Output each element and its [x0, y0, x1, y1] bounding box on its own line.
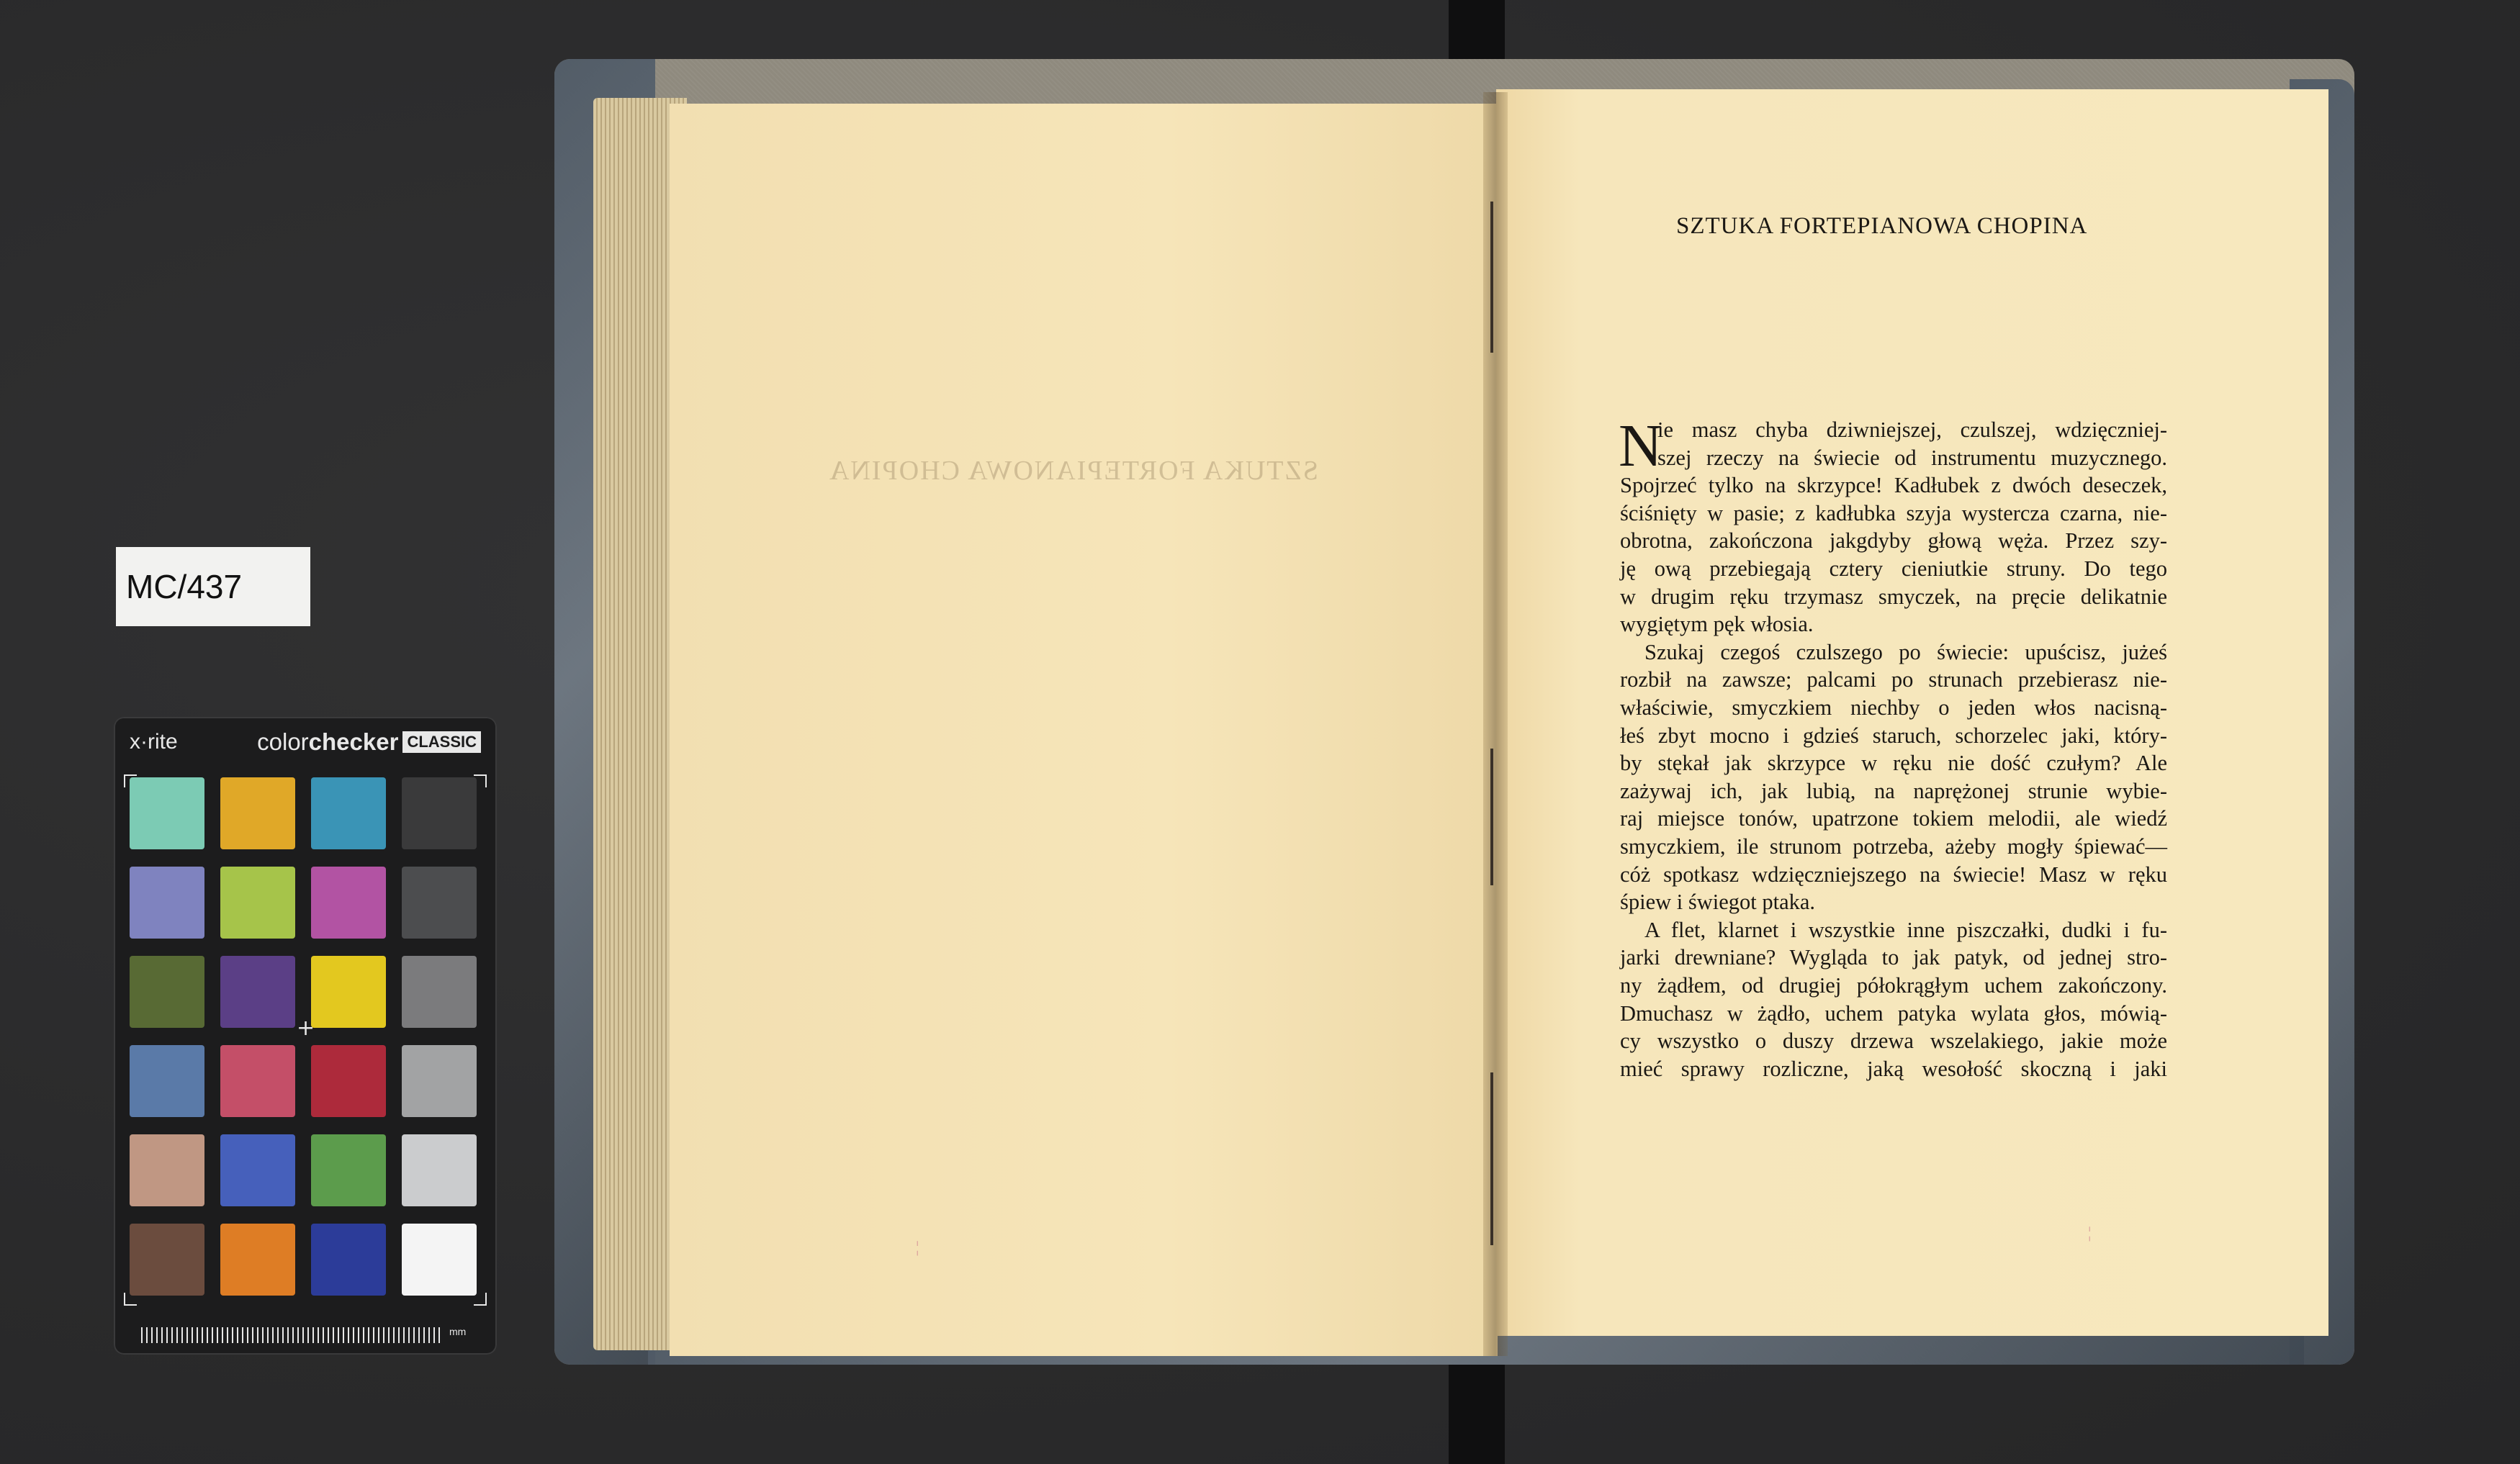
text-line: A flet, klarnet i wszystkie inne piszczałki, dudki i fu-: [1644, 917, 2167, 942]
xrite-logo: x·rite: [130, 730, 178, 754]
color-swatch: [130, 867, 204, 939]
classic-badge: CLASSIC: [402, 731, 481, 753]
text-line: Spojrzeć tylko na skrzypce! Kadłubek z dwóch deseczek,: [1620, 473, 2167, 498]
color-swatch: [220, 1134, 295, 1206]
color-swatch: [220, 777, 295, 849]
binding-stitch: [1490, 1072, 1493, 1245]
archive-label: MC/437: [116, 547, 310, 626]
text-line: zażywaj ich, jak lubią, na naprężonej strunie wybie-: [1620, 778, 2167, 803]
color-swatch: [220, 956, 295, 1028]
text-line: Dmuchasz w żądło, uchem patyka wylata głos, mówią-: [1620, 1000, 2167, 1026]
color-swatch: [220, 867, 295, 939]
text-line: Szukaj czegoś czulszego po świecie: upuścisz, jużeś: [1644, 639, 2167, 664]
color-swatch: [130, 777, 204, 849]
color-swatch: [402, 1045, 477, 1117]
corner-mark: [124, 774, 137, 787]
color-swatch: [402, 1134, 477, 1206]
text-line: cóż spotkasz wdzięczniejszego na świecie! Masz w ręku: [1620, 862, 2167, 887]
color-swatch: [311, 867, 386, 939]
color-swatch: [402, 777, 477, 849]
text-line: szej rzeczy na świecie od instrumentu muzycznego.: [1657, 445, 2167, 470]
ink-mark: ¦: [2088, 1224, 2092, 1242]
color-swatch: [311, 956, 386, 1028]
color-swatch: [220, 1224, 295, 1296]
text-line: właściwie, smyczkiem niechby o jeden włos nacisną-: [1620, 695, 2167, 720]
color-swatch: [402, 956, 477, 1028]
colorchecker-title: [257, 728, 481, 756]
color-swatch: [130, 1224, 204, 1296]
left-page: [670, 104, 1498, 1356]
text-line: smyczkiem, ile strunom potrzeba, ażeby mogły śpiewać—: [1620, 834, 2167, 859]
color-swatch: [130, 956, 204, 1028]
color-swatch: [311, 1224, 386, 1296]
color-swatch: [311, 777, 386, 849]
text-line: raj miejsce tonów, upatrzone tokiem melodii, ale wiedź: [1620, 806, 2167, 831]
color-swatch: [311, 1134, 386, 1206]
corner-mark: [124, 1293, 137, 1306]
text-line: jarki drewniane? Wygląda to jak patyk, od jednej stro-: [1620, 945, 2167, 970]
mm-ruler: [141, 1327, 444, 1343]
text-line: śpiew i świegot ptaka.: [1620, 890, 1816, 915]
crosshair-mark: +: [297, 1016, 315, 1041]
text-line: ję ową przebiegają cztery cieniutkie struny. Do tego: [1620, 556, 2167, 581]
color-swatch: [220, 1045, 295, 1117]
color-swatch: [402, 1224, 477, 1296]
text-line: ny żądłem, od drugiej półokrągłym uchem zakończony.: [1620, 973, 2167, 998]
color-swatch: [311, 1045, 386, 1117]
text-line: rozbił na zawsze; palcami po strunach przebierasz nie-: [1620, 667, 2167, 692]
text-line: mieć sprawy rozliczne, jaką wesołość skoczną i jaki: [1620, 1056, 2167, 1081]
text-line: łeś zbyt mocno i gdzieś staruch, schorzelec jaki, który-: [1620, 723, 2167, 748]
text-line: obrotna, zakończona jakgdyby głową węża. Przez szy-: [1620, 528, 2167, 553]
color-swatch: [402, 867, 477, 939]
color-swatch: [130, 1045, 204, 1117]
color-swatch: [130, 1134, 204, 1206]
text-line: ściśnięty w pasie; z kadłubka szyja wystercza czarna, nie-: [1620, 500, 2167, 525]
ruler-unit-label: mm: [449, 1326, 467, 1337]
text-line: w drugim ręku trzymasz smyczek, na pręcie delikatnie: [1620, 584, 2167, 609]
running-head: SZTUKA FORTEPIANOWA CHOPINA: [1676, 213, 2088, 239]
bleed-through-title: SZTUKA FORTEPIANOWA CHOPINA: [828, 456, 1318, 486]
title-light: color: [257, 728, 309, 755]
corner-mark: [474, 1293, 487, 1306]
binding-stitch: [1490, 749, 1493, 885]
binding-stitch: [1490, 202, 1493, 353]
text-line: wygiętym pęk włosia.: [1620, 612, 1814, 637]
drop-cap: N: [1619, 412, 1662, 479]
corner-mark: [474, 774, 487, 787]
text-line: ie masz chyba dziwniejszej, czulszej, wdzięczniej-: [1657, 417, 2167, 442]
text-line: cy wszystko o duszy drzewa wszelakiego, jakie może: [1620, 1029, 2167, 1054]
text-line: by stękał jak skrzypce w ręku nie dość czułym? Ale: [1620, 751, 2167, 776]
color-checker-card: [114, 717, 497, 1355]
title-bold: checker: [308, 728, 399, 755]
book-gutter: [1483, 92, 1508, 1356]
ink-mark: ¦: [916, 1238, 919, 1256]
